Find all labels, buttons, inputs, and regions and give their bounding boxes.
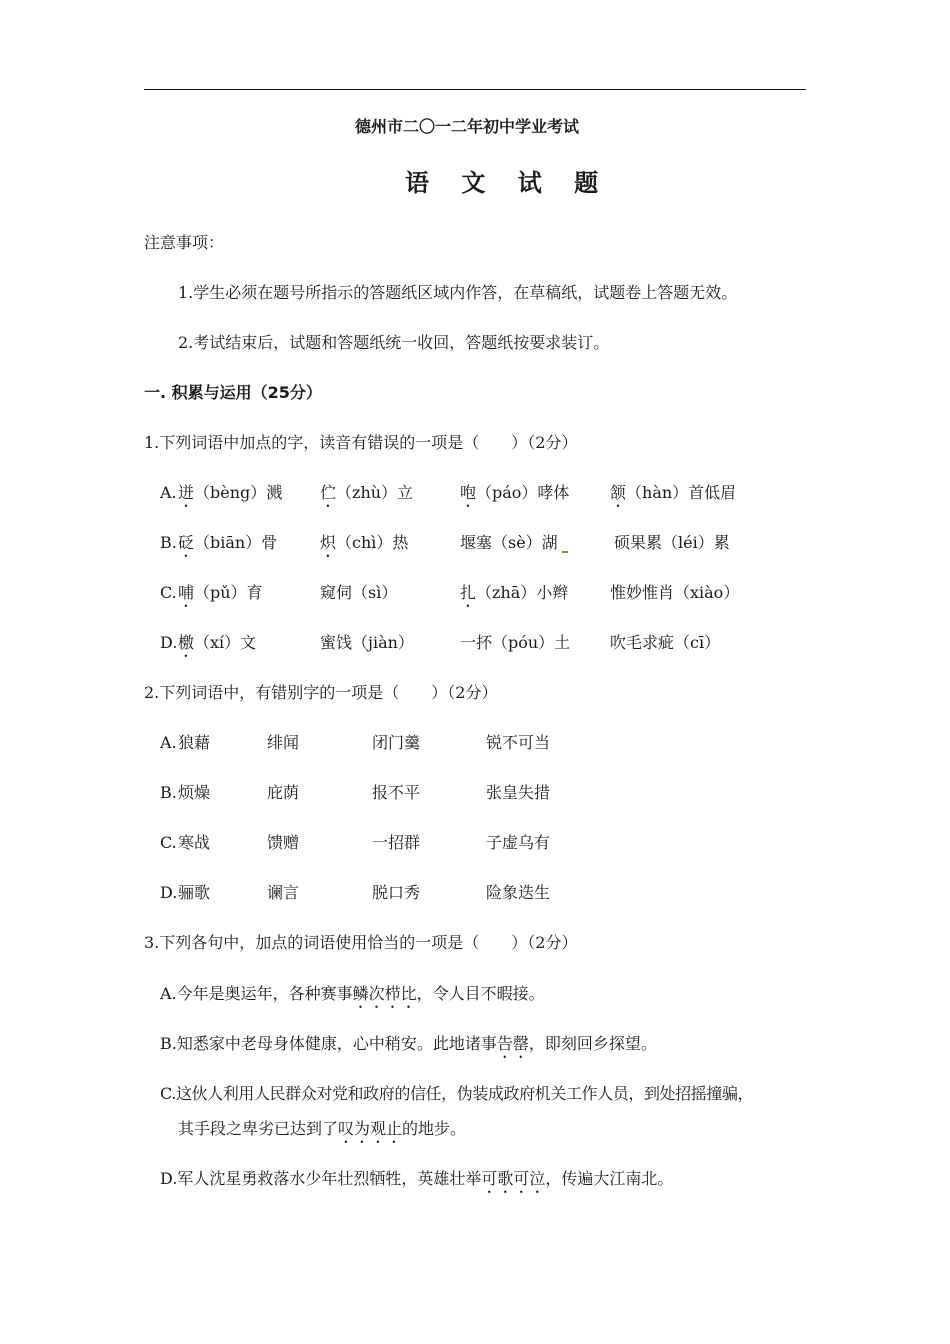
q3-option-d: D.军人沈星勇救落水少年壮烈牺牲，英雄壮举可歌可泣，传遍大江南北。 [160,1169,674,1188]
q3-option-c-line2: 其手段之卑劣已达到了叹为观止的地步。 [178,1119,467,1138]
q2-a-word-3: 闭门羹 [372,733,421,752]
q2-option-a-label: A. [160,733,177,752]
q2-c-word-2: 馈赠 [267,833,300,852]
q2-c-word-3: 一招群 [372,833,421,852]
q2-option-c-label: C. [160,833,177,852]
q1-option-b-label: B. [160,533,177,552]
q2-a-word-4: 锐不可当 [486,733,551,752]
q1-d-item-2: 蜜饯（jiàn） [320,633,414,652]
q2-a-word-2: 绯闻 [267,733,300,752]
q1-a-item-4: 颔（hàn）首低眉 [610,483,737,502]
q2-b-word-2: 庇荫 [267,783,300,802]
q1-option-a-label: A. [160,483,177,502]
q1-a-item-3: 咆（páo）哮体 [460,483,570,502]
q2-b-word-1: 烦燥 [178,783,211,802]
question-1-stem: 1.下列词语中加点的字，读音有错误的一项是（ ）（2分） [144,433,578,452]
section-heading: 一. 积累与运用（25分） [144,383,322,402]
notice-item-2: 2.考试结束后，试题和答题纸统一收回，答题纸按要求装订。 [178,333,610,352]
q3-option-b: B.知悉家中老母身体健康，心中稍安。此地诸事告罄，即刻回乡探望。 [160,1034,657,1053]
q1-d-item-3: 一抔（póu）土 [460,633,571,652]
q3-option-a: A.今年是奥运年，各种赛事鳞次栉比，令人目不暇接。 [160,984,545,1003]
q1-c-item-4: 惟妙惟肖（xiào） [610,583,740,602]
q2-b-word-3: 报不平 [372,783,421,802]
q2-c-word-1: 寒战 [178,833,211,852]
q1-c-item-3: 扎（zhā）小辫 [460,583,569,602]
q2-d-word-2: 谰言 [267,883,300,902]
q1-d-item-4: 吹毛求疵（cī） [610,633,721,652]
green-mark [562,551,568,553]
q1-a-item-2: 伫（zhù）立 [320,483,414,502]
q2-d-word-1: 骊歌 [178,883,211,902]
q1-b-item-4: 硕果累（léi）累 [614,533,730,552]
q1-c-item-2: 窥伺（sì） [320,583,398,602]
q1-b-item-3: 堰塞（sè）湖 [460,533,568,553]
q2-b-word-4: 张皇失措 [486,783,551,802]
exam-title: 语 文 试 题 [405,169,611,197]
q1-option-c-label: C. [160,583,177,602]
q2-d-word-4: 险象迭生 [486,883,551,902]
q1-option-d-label: D. [160,633,178,652]
question-3-stem: 3.下列各句中，加点的词语使用恰当的一项是（ ）（2分） [144,933,578,952]
q2-a-word-1: 狼藉 [178,733,211,752]
q1-a-item-1: 迸（bèng）溅 [178,483,283,502]
q1-d-item-1: 檄（xí）文 [178,633,257,652]
exam-subtitle: 德州市二〇一二年初中学业考试 [355,117,580,136]
q2-option-d-label: D. [160,883,178,902]
q1-b-item-2: 炽（chì）热 [320,533,409,552]
q3-option-c-line1: C.这伙人利用人民群众对党和政府的信任，伪装成政府机关工作人员，到处招摇撞骗， [160,1084,754,1103]
top-rule [144,89,806,90]
notice-heading: 注意事项： [144,233,225,252]
question-2-stem: 2.下列词语中，有错别字的一项是（ ）（2分） [144,683,498,702]
q2-c-word-4: 子虚乌有 [486,833,551,852]
q2-option-b-label: B. [160,783,177,802]
q1-c-item-1: 哺（pǔ）育 [178,583,263,602]
notice-item-1: 1.学生必须在题号所指示的答题纸区域内作答，在草稿纸，试题卷上答题无效。 [178,283,738,302]
q1-b-item-1: 砭（biān）骨 [178,533,278,552]
q2-d-word-3: 脱口秀 [372,883,421,902]
